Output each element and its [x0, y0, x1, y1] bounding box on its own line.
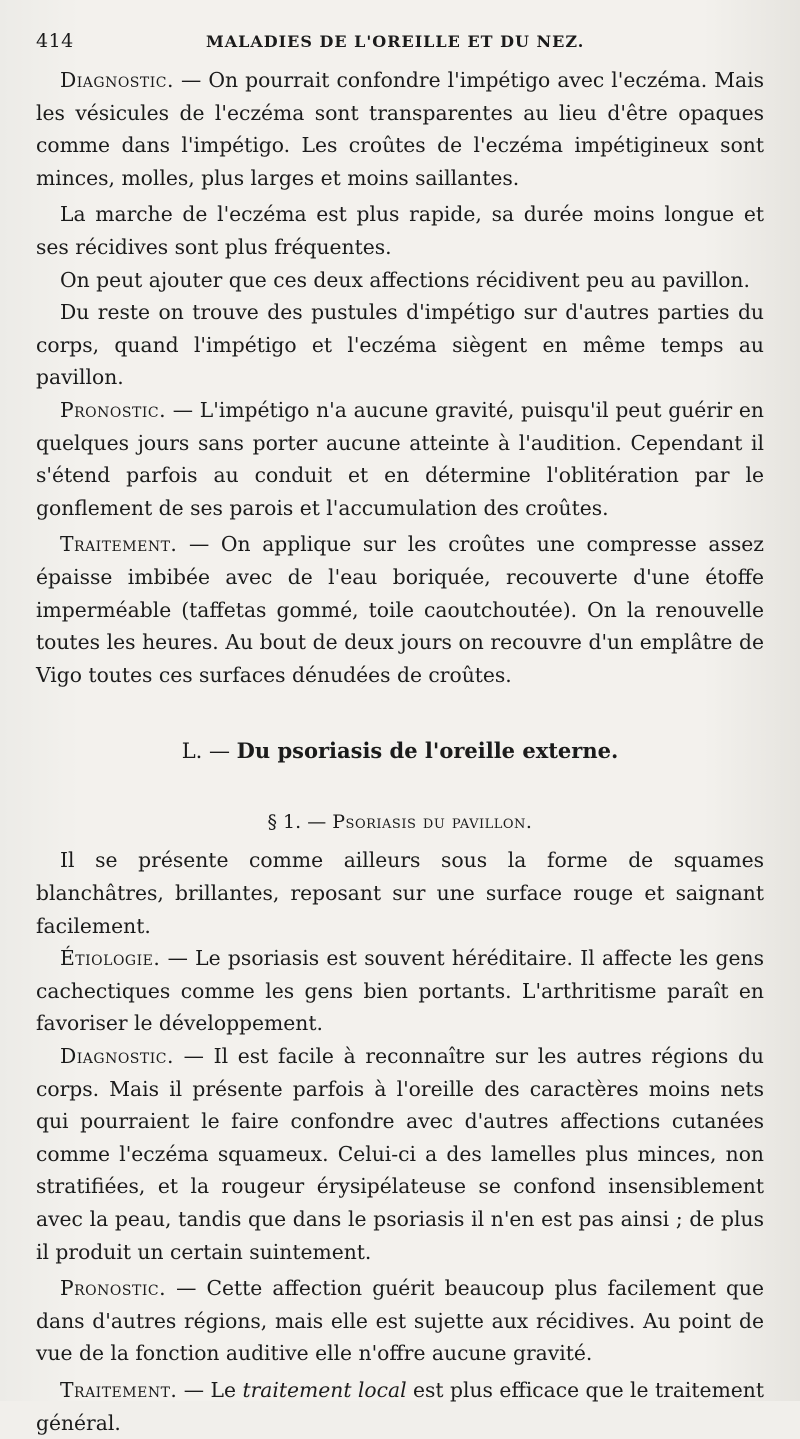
paragraph-text: est plus efficace que le traitement général.: [36, 1377, 765, 1435]
paragraph-label: Diagnostic.: [60, 68, 174, 92]
section-heading: [36, 735, 764, 768]
paragraph-ajouter: On peut ajouter que ces deux affections récidivent peu au pavillon.: [60, 267, 750, 292]
paragraph-etiologie: [36, 942, 764, 1040]
section-letter: L. —: [181, 739, 237, 764]
paragraph-text: — Le psoriasis est souvent héréditaire. Il affecte les gens cachectiques comme les gens bien portants. L'arthritisme paraît en favoriser le développement.: [36, 946, 764, 1036]
paragraph-text: — Il est facile à reconnaître sur les autres régions du corps. Mais il présente parfois à l'oreille des caractères moins nets qui pourraient le faire confondre avec d'autres affections cutanées comme l'eczéma squameux. Celui-ci a des lamelles plus minces, non stratifiées, et la rougeur érysipélateuse se confond insensiblement avec la peau, tandis que dans le psoriasis il n'en est pas ainsi ; de plus il produit un certain suintement.: [36, 1044, 764, 1264]
subsection-number: § 1. —: [267, 810, 333, 833]
paragraph-label: Étiologie.: [60, 946, 161, 971]
paragraph-italic-text: traitement local: [242, 1377, 407, 1402]
running-header: [36, 30, 764, 64]
subsection-title: Psoriasis du pavillon.: [332, 810, 533, 833]
paragraph-traitement-psoriasis: [36, 1374, 764, 1439]
paragraph-text: — On applique sur les croûtes une compresse assez épaisse imbibée avec de l'eau boriquée, recouverte d'une étoffe imperméable (taffetas gommé, toile caoutchoutée). On la renouvelle toutes les heures. Au bout de deux jours on recouvre d'un emplâtre de Vigo toutes ces surfaces dénudées de croûtes.: [36, 532, 764, 687]
paragraph-pronostic-psoriasis: [36, 1272, 764, 1370]
paragraph-diagnostic-impetigo: [36, 64, 764, 194]
section-title: Du psoriasis de l'oreille externe.: [236, 738, 619, 764]
paragraph-text: — On pourrait confondre l'impétigo avec l'eczéma. Mais les vésicules de l'eczéma sont transparentes au lieu d'être opaques comme dans l'impétigo. Les croûtes de l'eczéma impétigineux sont minces, molles, plus larges et moins saillantes.: [36, 68, 764, 190]
body-text: [36, 64, 764, 1439]
page-number: 414: [36, 30, 74, 52]
paragraph-label: Pronostic.: [60, 1276, 167, 1301]
paragraph-label: Diagnostic.: [60, 1044, 174, 1069]
paragraph-label: Traitement.: [60, 1377, 178, 1402]
paragraph-reste: Du reste on trouve des pustules d'impétigo sur d'autres parties du corps, quand l'impétigo et l'eczéma siègent en même temps au pavillon.: [36, 300, 764, 390]
paragraph-marche: La marche de l'eczéma est plus rapide, sa durée moins longue et ses récidives sont plus fréquentes.: [36, 202, 764, 259]
paragraph-text: — Cette affection guérit beaucoup plus facilement que dans d'autres régions, mais elle est sujette aux récidives. Au point de vue de la fonction auditive elle n'offre aucune gravité.: [36, 1276, 764, 1366]
paragraph-traitement-impetigo: [36, 528, 764, 691]
paragraph-pronostic-impetigo: [36, 394, 764, 524]
paragraph-text: — L'impétigo n'a aucune gravité, puisqu'il peut guérir en quelques jours sans porter aucune atteinte à l'audition. Cependant il s'étend parfois au conduit et en détermine l'oblitération par le gonflement de ses parois et l'accumulation des croûtes.: [36, 397, 764, 520]
paragraph-diagnostic-psoriasis: [36, 1040, 764, 1268]
paragraph-text: — Le: [177, 1377, 243, 1402]
subsection-heading: [36, 806, 764, 839]
paragraph-label: Traitement.: [60, 532, 178, 557]
paragraph-presente: Il se présente comme ailleurs sous la forme de squames blanchâtres, brillantes, reposant sur une surface rouge et saignant facilement.: [36, 848, 764, 938]
paragraph-label: Pronostic.: [60, 397, 167, 422]
running-title: MALADIES DE L'OREILLE ET DU NEZ.: [206, 32, 585, 51]
